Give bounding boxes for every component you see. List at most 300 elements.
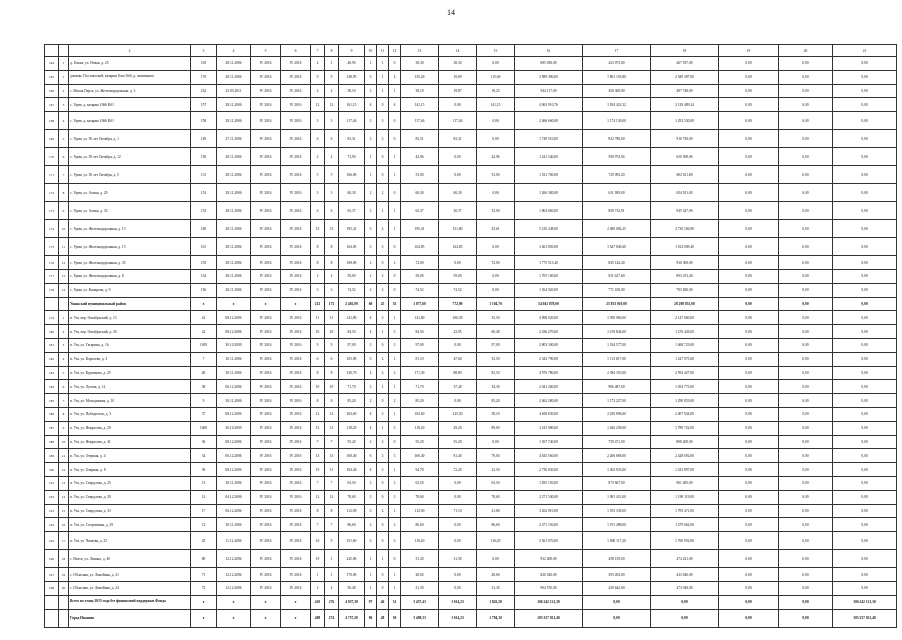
data-cell: 1 bbox=[389, 463, 401, 477]
data-cell: 1 bbox=[365, 57, 377, 71]
data-cell: 212 bbox=[311, 297, 325, 311]
data-cell: 1 159 844,00 bbox=[583, 325, 651, 339]
data-cell: 04.12.2006 bbox=[217, 490, 251, 504]
data-cell: 8 bbox=[325, 238, 339, 256]
row-number-cell: 164 bbox=[45, 57, 59, 71]
data-cell: IV 2016 bbox=[281, 568, 311, 582]
data-cell: 873 667,00 bbox=[583, 476, 651, 490]
row-number-cell: 178 bbox=[45, 283, 59, 297]
subtotal-row bbox=[45, 297, 897, 311]
data-cell: IV 2016 bbox=[281, 311, 311, 325]
data-cell: 164,85 bbox=[339, 238, 365, 256]
data-cell: 12.12.2006 bbox=[217, 550, 251, 568]
address-cell: п. Уш, ул. Свердлова, д. 29 bbox=[69, 490, 191, 504]
data-cell: 611 389,00 bbox=[583, 184, 651, 202]
data-cell: 3 bbox=[377, 311, 389, 325]
data-cell: 0 bbox=[377, 98, 389, 112]
data-cell: 2 436 270,00 bbox=[515, 325, 583, 339]
data-cell: 30.10.2009 bbox=[217, 338, 251, 352]
data-cell: 729 093,20 bbox=[583, 166, 651, 184]
data-cell: 19 bbox=[311, 463, 325, 477]
data-cell: 83,31 bbox=[339, 130, 365, 148]
data-cell: 28.11.2006 bbox=[217, 70, 251, 84]
data-cell: 0,00 bbox=[833, 476, 897, 490]
data-cell: 1 553 339,00 bbox=[583, 504, 651, 518]
table-row bbox=[45, 112, 897, 130]
row-number-cell: 193 bbox=[45, 504, 59, 518]
data-cell: 1 614,23 bbox=[439, 595, 477, 609]
data-cell: 0,00 bbox=[833, 98, 897, 112]
data-cell: 0,00 bbox=[779, 311, 833, 325]
data-cell: 78,60 bbox=[401, 490, 439, 504]
data-cell: 25 833 019,00 bbox=[583, 297, 651, 311]
data-cell: 13 bbox=[325, 220, 339, 238]
data-cell: 8 bbox=[311, 394, 325, 408]
data-cell: 08.12.2006 bbox=[217, 463, 251, 477]
data-cell: IV 2016 bbox=[251, 518, 281, 532]
data-cell: 45 bbox=[191, 532, 217, 550]
data-cell: 0,00 bbox=[833, 366, 897, 380]
data-cell: 2 bbox=[389, 518, 401, 532]
data-cell: IV 2016 bbox=[251, 283, 281, 297]
data-cell: 117,46 bbox=[439, 112, 477, 130]
data-cell: 0,00 bbox=[779, 609, 833, 627]
data-cell: 0,00 bbox=[439, 338, 477, 352]
data-cell: 0,00 bbox=[833, 311, 897, 325]
data-cell: 3 bbox=[377, 112, 389, 130]
data-cell: 893 472,40 bbox=[651, 269, 719, 283]
address-cell: домичн. Постоялский, казарма 8 км Гиб) д. ономеннен bbox=[69, 70, 191, 84]
data-cell: 0,00 bbox=[779, 325, 833, 339]
data-cell: 149 bbox=[191, 130, 217, 148]
data-cell: 0,00 bbox=[779, 504, 833, 518]
data-cell: 0,00 bbox=[779, 184, 833, 202]
data-cell: 4 bbox=[365, 325, 377, 339]
data-cell: 28 208 851,00 bbox=[651, 297, 719, 311]
data-cell: 28,60 bbox=[401, 568, 439, 582]
column-header-blank bbox=[59, 45, 69, 57]
data-cell: IV 2016 bbox=[281, 70, 311, 84]
data-cell: 151,60 bbox=[339, 532, 365, 550]
data-cell: 170 bbox=[191, 70, 217, 84]
data-cell: IV 2016 bbox=[251, 238, 281, 256]
data-cell: 54 041 878,00 bbox=[515, 297, 583, 311]
data-cell: 55,20 bbox=[401, 435, 439, 449]
item-number-cell: 13 bbox=[59, 269, 69, 283]
data-cell: 4 635 560,00 bbox=[515, 449, 583, 463]
data-cell: 11.12.2006 bbox=[217, 532, 251, 550]
data-cell: 0,00 bbox=[477, 130, 515, 148]
data-cell: 1 749 510,00 bbox=[515, 130, 583, 148]
data-cell: 1 775 513,40 bbox=[515, 256, 583, 270]
data-cell: 79,00 bbox=[477, 449, 515, 463]
data-cell: 1 bbox=[389, 407, 401, 421]
row-number-cell: 194 bbox=[45, 518, 59, 532]
data-cell: 28.11.2006 bbox=[217, 283, 251, 297]
data-cell: 38 bbox=[191, 380, 217, 394]
data-cell: 771 100,00 bbox=[583, 283, 651, 297]
address-cell: с. Обласная, ул. Линейная, д. 24 bbox=[69, 581, 191, 595]
data-cell: 1 bbox=[365, 568, 377, 582]
data-cell: 0 bbox=[389, 112, 401, 130]
data-cell: 0,00 bbox=[833, 550, 897, 568]
data-cell: 0,00 bbox=[779, 130, 833, 148]
column-header: 8 bbox=[325, 45, 339, 57]
data-cell: 46 bbox=[377, 595, 389, 609]
data-cell: 28.11.2006 bbox=[217, 220, 251, 238]
data-cell: 0,00 bbox=[719, 407, 779, 421]
data-cell: 0,00 bbox=[477, 238, 515, 256]
data-cell: 2 049 387,00 bbox=[651, 70, 719, 84]
data-cell: 2 bbox=[365, 476, 377, 490]
data-cell: 1 290 053,00 bbox=[651, 394, 719, 408]
data-cell: 1 174 130,00 bbox=[583, 112, 651, 130]
address-cell: п. Уш, ул. Свердлова, д. 25 bbox=[69, 476, 191, 490]
row-number-cell bbox=[45, 595, 59, 609]
data-cell: 845 144,40 bbox=[583, 256, 651, 270]
column-header: 16 bbox=[515, 45, 583, 57]
row-number-cell bbox=[45, 609, 59, 627]
data-cell: 60,30 bbox=[439, 184, 477, 202]
column-header: 7 bbox=[311, 45, 325, 57]
data-cell: 3 408,33 bbox=[401, 609, 439, 627]
data-cell: 0,00 bbox=[477, 435, 515, 449]
table-row bbox=[45, 568, 897, 582]
address-cell: п. Уш, ул. Молодежная, д. 10 bbox=[69, 394, 191, 408]
data-cell: 2 407 934,00 bbox=[651, 407, 719, 421]
data-cell: х bbox=[251, 595, 281, 609]
row-number-cell: 197 bbox=[45, 568, 59, 582]
table-row bbox=[45, 256, 897, 270]
data-cell: 7 bbox=[325, 476, 339, 490]
data-cell: 85,20 bbox=[401, 394, 439, 408]
data-cell: IV 2016 bbox=[251, 568, 281, 582]
data-cell: 23,95 bbox=[439, 325, 477, 339]
table-row bbox=[45, 238, 897, 256]
data-cell: 0,00 bbox=[833, 269, 897, 283]
data-cell: 12 bbox=[325, 407, 339, 421]
data-cell: 1 709 471,00 bbox=[651, 504, 719, 518]
data-cell: х bbox=[191, 595, 217, 609]
data-cell: 08.12.2006 bbox=[217, 311, 251, 325]
data-cell: 81,10 bbox=[401, 352, 439, 366]
data-cell: 1 794,10 bbox=[477, 609, 515, 627]
data-cell: 12 bbox=[191, 518, 217, 532]
row-number-cell: 184 bbox=[45, 380, 59, 394]
housing-program-table bbox=[44, 44, 897, 628]
data-cell: 3 bbox=[365, 112, 377, 130]
column-header: 18 bbox=[651, 45, 719, 57]
data-cell: 7 bbox=[325, 435, 339, 449]
data-cell: 0,00 bbox=[779, 490, 833, 504]
data-cell: IV 2016 bbox=[251, 70, 281, 84]
data-cell: IV 2016 bbox=[251, 220, 281, 238]
data-cell: 0,00 bbox=[719, 57, 779, 71]
data-cell: IV 2016 bbox=[251, 338, 281, 352]
table-row bbox=[45, 130, 897, 148]
subtotal-row bbox=[45, 595, 897, 609]
data-cell: 2 bbox=[365, 394, 377, 408]
data-cell: IV 2016 bbox=[281, 84, 311, 98]
item-number-cell: 11 bbox=[59, 238, 69, 256]
data-cell: 112,90 bbox=[401, 504, 439, 518]
data-cell: 0,00 bbox=[833, 256, 897, 270]
data-cell: 130,70 bbox=[339, 366, 365, 380]
data-cell: 85,20 bbox=[339, 394, 365, 408]
data-cell: 832 780,00 bbox=[583, 130, 651, 148]
data-cell: 0,00 bbox=[719, 130, 779, 148]
data-cell: 0,00 bbox=[833, 581, 897, 595]
data-cell: 156 bbox=[191, 283, 217, 297]
data-cell: 28.11.2006 bbox=[217, 269, 251, 283]
data-cell: 85,20 bbox=[477, 394, 515, 408]
data-cell: 33,00 bbox=[477, 202, 515, 220]
data-cell: 47,60 bbox=[439, 352, 477, 366]
data-cell: IV 2016 bbox=[281, 112, 311, 130]
data-cell: 72,90 bbox=[339, 148, 365, 166]
data-cell: 0,00 bbox=[833, 421, 897, 435]
row-number-cell: 195 bbox=[45, 532, 59, 550]
data-cell: 10 bbox=[325, 325, 339, 339]
table-row bbox=[45, 463, 897, 477]
data-cell: 1 564 920,00 bbox=[515, 283, 583, 297]
data-cell: 410 bbox=[311, 595, 325, 609]
item-number-cell: 9 bbox=[59, 202, 69, 220]
row-number-cell: 191 bbox=[45, 476, 59, 490]
data-cell: 1 614,23 bbox=[439, 609, 477, 627]
data-cell: 0,00 bbox=[719, 421, 779, 435]
column-header: 12 bbox=[389, 45, 401, 57]
table-row bbox=[45, 476, 897, 490]
item-number-cell: 6 bbox=[59, 380, 69, 394]
data-cell: 961 483,00 bbox=[651, 476, 719, 490]
row-number-cell: 177 bbox=[45, 269, 59, 283]
data-cell: 38,10 bbox=[477, 407, 515, 421]
data-cell: 0,00 bbox=[833, 130, 897, 148]
data-cell: IV 2016 bbox=[281, 504, 311, 518]
data-cell: 59,00 bbox=[339, 269, 365, 283]
column-header: 15 bbox=[477, 45, 515, 57]
data-cell: 0,00 bbox=[719, 112, 779, 130]
row-number-cell: 186 bbox=[45, 407, 59, 421]
data-cell: 2 343 790,00 bbox=[515, 352, 583, 366]
data-cell: 13 bbox=[325, 449, 339, 463]
data-cell: 42,96 bbox=[401, 148, 439, 166]
data-cell: IV 2016 bbox=[251, 112, 281, 130]
data-cell: 19 bbox=[311, 550, 325, 568]
data-cell: 0,00 bbox=[833, 148, 897, 166]
data-cell: 28.11.2006 bbox=[217, 57, 251, 71]
data-cell: 141,15 bbox=[401, 98, 439, 112]
data-cell: 3 bbox=[389, 421, 401, 435]
data-cell: 0 bbox=[389, 130, 401, 148]
row-number-cell: 168 bbox=[45, 112, 59, 130]
data-cell: 2 402,09 bbox=[339, 297, 365, 311]
data-cell: 2 bbox=[365, 380, 377, 394]
data-cell: 0,00 bbox=[719, 184, 779, 202]
data-cell: 80 bbox=[191, 550, 217, 568]
address-cell: с. Урми, д. казарма 1066 Кб1 bbox=[69, 98, 191, 112]
data-cell: 0,00 bbox=[833, 352, 897, 366]
data-cell: 0,00 bbox=[779, 98, 833, 112]
data-cell: 71,70 bbox=[339, 380, 365, 394]
data-cell: 0,00 bbox=[651, 595, 719, 609]
data-cell: 72,00 bbox=[477, 256, 515, 270]
data-cell: 4 bbox=[389, 98, 401, 112]
data-cell: 473 928,00 bbox=[651, 581, 719, 595]
data-cell: 63,50 bbox=[477, 476, 515, 490]
data-cell: 170,00 bbox=[339, 568, 365, 582]
data-cell: 1 814 009,40 bbox=[651, 238, 719, 256]
data-cell: 171,30 bbox=[401, 366, 439, 380]
data-cell: 8 bbox=[311, 238, 325, 256]
item-number-cell: 3 bbox=[59, 338, 69, 352]
data-cell: 6 bbox=[311, 130, 325, 148]
address-cell: Всего по этапу 2015 года без финансовой поддержки Фонда bbox=[69, 595, 191, 609]
data-cell: 0 bbox=[377, 518, 389, 532]
data-cell: 0,00 bbox=[833, 238, 897, 256]
data-cell: 30.11.2006 bbox=[217, 352, 251, 366]
data-cell: 16 bbox=[311, 532, 325, 550]
data-cell: 0,00 bbox=[719, 311, 779, 325]
data-cell: 916 730,00 bbox=[651, 130, 719, 148]
data-cell: 12 bbox=[311, 490, 325, 504]
data-cell: 0,00 bbox=[719, 550, 779, 568]
table-row bbox=[45, 338, 897, 352]
data-cell: 7 bbox=[311, 476, 325, 490]
data-cell: 06.12.2006 bbox=[217, 449, 251, 463]
address-cell: с. Урми, ул. 50 лет Октября, д. 5 bbox=[69, 166, 191, 184]
data-cell: 0,00 bbox=[583, 609, 651, 627]
data-cell: 2 471 150,00 bbox=[515, 518, 583, 532]
data-cell: 2 730 166,90 bbox=[651, 220, 719, 238]
data-cell: 2 129 489,24 bbox=[651, 98, 719, 112]
data-cell: 38,10 bbox=[401, 84, 439, 98]
data-cell: 0,00 bbox=[719, 463, 779, 477]
address-cell: с. Обласная, ул. Линейная, д. 21 bbox=[69, 568, 191, 582]
data-cell: 1 bbox=[365, 166, 377, 184]
data-cell: 35,50 bbox=[477, 311, 515, 325]
data-cell: 0,00 bbox=[719, 70, 779, 84]
item-number-cell: 1 bbox=[59, 311, 69, 325]
data-cell: 2 bbox=[377, 130, 389, 148]
data-cell: 1 bbox=[389, 311, 401, 325]
data-cell: 106 242 121,30 bbox=[515, 595, 583, 609]
data-cell: 1 600 117,20 bbox=[583, 532, 651, 550]
data-cell: 154 bbox=[191, 269, 217, 283]
data-cell: 3 989 490,00 bbox=[515, 70, 583, 84]
data-cell: 2 271 540,00 bbox=[515, 490, 583, 504]
data-cell: 30.11.2006 bbox=[217, 394, 251, 408]
data-cell: IV 2016 bbox=[251, 311, 281, 325]
address-cell: п. Уш, ул. Гагарина, д. 16 bbox=[69, 338, 191, 352]
data-cell: 72,00 bbox=[401, 256, 439, 270]
data-cell: 65,37 bbox=[339, 202, 365, 220]
data-cell: IV 2016 bbox=[251, 166, 281, 184]
row-number-cell: 174 bbox=[45, 220, 59, 238]
data-cell: IV 2016 bbox=[251, 57, 281, 71]
data-cell: 40,90 bbox=[339, 57, 365, 71]
data-cell: 1 172 227,00 bbox=[583, 394, 651, 408]
data-cell: 161 bbox=[191, 238, 217, 256]
data-cell: 56,40 bbox=[339, 581, 365, 595]
data-cell: 59,00 bbox=[401, 269, 439, 283]
data-cell: 6 bbox=[311, 202, 325, 220]
data-cell: IV 2016 bbox=[251, 256, 281, 270]
data-cell: 0,00 bbox=[779, 84, 833, 98]
data-cell: 0,00 bbox=[719, 609, 779, 627]
data-cell: 0 bbox=[377, 166, 389, 184]
data-cell: 0,00 bbox=[477, 269, 515, 283]
item-number-cell: 15 bbox=[59, 504, 69, 518]
data-cell: 152 bbox=[191, 184, 217, 202]
data-cell: IV 2016 bbox=[281, 238, 311, 256]
data-cell: 0,00 bbox=[719, 338, 779, 352]
data-cell: 3 bbox=[389, 449, 401, 463]
data-cell: 2 bbox=[389, 476, 401, 490]
data-cell: 2 bbox=[311, 84, 325, 98]
data-cell: 3 bbox=[377, 449, 389, 463]
data-cell: 60 bbox=[365, 297, 377, 311]
table-row bbox=[45, 394, 897, 408]
data-cell: 5 bbox=[365, 352, 377, 366]
item-number-cell: 10 bbox=[59, 435, 69, 449]
data-cell: 1 705 100,00 bbox=[515, 269, 583, 283]
data-cell: 0 bbox=[377, 476, 389, 490]
data-cell: IV 2016 bbox=[281, 581, 311, 595]
data-cell: 1 bbox=[377, 57, 389, 71]
data-cell: 28,60 bbox=[477, 568, 515, 582]
data-cell: IV 2016 bbox=[251, 421, 281, 435]
row-number-cell: 176 bbox=[45, 256, 59, 270]
table-row bbox=[45, 311, 897, 325]
data-cell: 3 bbox=[365, 338, 377, 352]
data-cell: 1 266 300,00 bbox=[515, 184, 583, 202]
table-row bbox=[45, 380, 897, 394]
data-cell: 1 191 488,00 bbox=[583, 518, 651, 532]
data-cell: 151,80 bbox=[439, 220, 477, 238]
data-cell: 164,85 bbox=[401, 238, 439, 256]
data-cell: 2 bbox=[311, 269, 325, 283]
table-row bbox=[45, 532, 897, 550]
data-cell: 2 bbox=[325, 84, 339, 98]
address-cell: п. Уш, ул. Спортивная, д. 29 bbox=[69, 518, 191, 532]
address-cell: с. Малая Перта, ул. Железнодорожная, д. 3 bbox=[69, 84, 191, 98]
data-cell: 2 bbox=[377, 352, 389, 366]
data-cell: 1 bbox=[377, 421, 389, 435]
data-cell: IV 2016 bbox=[251, 435, 281, 449]
table-row bbox=[45, 148, 897, 166]
data-cell: 74,52 bbox=[339, 283, 365, 297]
data-cell: 0,00 bbox=[719, 504, 779, 518]
data-cell: 42,96 bbox=[477, 148, 515, 166]
item-number-cell: 1 bbox=[59, 70, 69, 84]
data-cell: 6 bbox=[365, 449, 377, 463]
data-cell: 0,00 bbox=[719, 518, 779, 532]
data-cell: IV 2016 bbox=[251, 98, 281, 112]
data-cell: 72 bbox=[191, 581, 217, 595]
data-cell: 153 bbox=[191, 202, 217, 220]
data-cell: 0,00 bbox=[477, 283, 515, 297]
data-cell: 2 250 896,00 bbox=[583, 407, 651, 421]
row-number-cell: 192 bbox=[45, 490, 59, 504]
data-cell: IV 2016 bbox=[281, 130, 311, 148]
data-cell: 8 bbox=[311, 256, 325, 270]
row-number-cell: 181 bbox=[45, 338, 59, 352]
data-cell: 38,30 bbox=[401, 57, 439, 71]
row-number-cell: 172 bbox=[45, 184, 59, 202]
data-cell: 43,61 bbox=[477, 220, 515, 238]
